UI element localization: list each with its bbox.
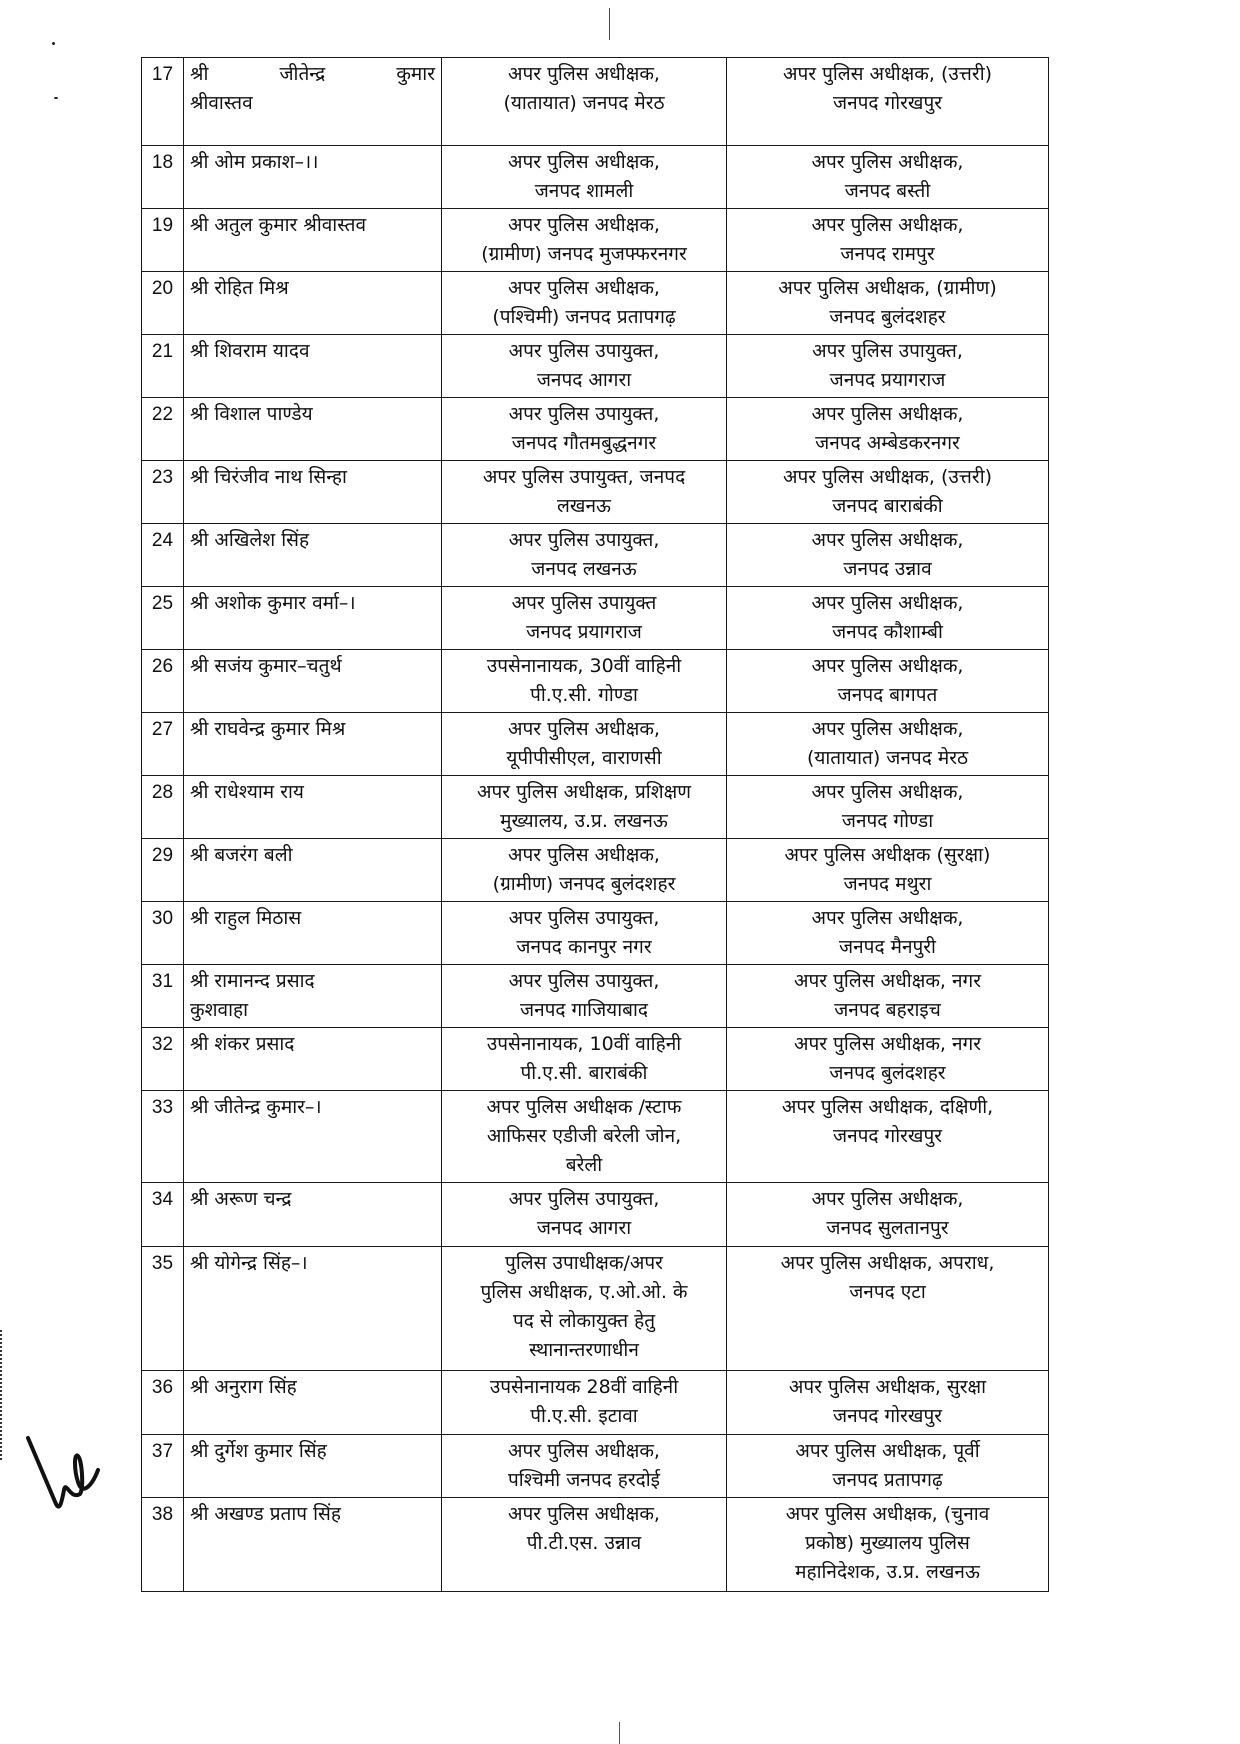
new-posting-cell	[727, 1498, 1049, 1592]
new-posting-line: जनपद बहराइच	[834, 999, 941, 1021]
serial-number-cell	[142, 650, 184, 713]
table-row	[142, 461, 1049, 524]
new-posting-line: अपर पुलिस अधीक्षक,	[811, 592, 964, 614]
current-posting-line: अपर पुलिस उपायुक्त,	[508, 907, 660, 929]
current-posting-line: (पश्चिमी) जनपद प्रतापगढ़	[492, 306, 676, 328]
serial-number: 20	[151, 278, 174, 299]
officer-name-line: श्री अरूण चन्द्र	[190, 1188, 292, 1210]
new-posting-cell	[727, 650, 1049, 713]
new-posting-cell	[727, 776, 1049, 839]
current-posting-line: स्थानान्तरणाधीन	[529, 1339, 639, 1361]
new-posting-line: जनपद बुलंदशहर	[829, 1062, 946, 1084]
officer-name-cell	[184, 1091, 442, 1183]
new-posting-line: अपर पुलिस अधीक्षक, (चुनाव	[785, 1503, 990, 1525]
new-posting-line: अपर पुलिस अधीक्षक (सुरक्षा)	[784, 844, 991, 866]
table-row	[142, 1498, 1049, 1592]
new-posting-line: अपर पुलिस अधीक्षक, (उत्तरी)	[782, 63, 993, 85]
scan-speck	[54, 97, 58, 99]
new-posting-line: जनपद बस्ती	[844, 180, 931, 202]
serial-number-cell	[142, 713, 184, 776]
officer-name-line: श्री ओम प्रकाश–।।	[190, 151, 319, 173]
officer-name-cell	[184, 335, 442, 398]
serial-number-cell	[142, 1028, 184, 1091]
serial-number: 18	[151, 152, 174, 173]
table-row	[142, 902, 1049, 965]
serial-number: 23	[151, 467, 174, 488]
serial-number: 21	[151, 341, 174, 362]
officer-name-cell	[184, 146, 442, 209]
new-posting-line: जनपद गोण्डा	[841, 810, 934, 832]
new-posting-line: (यातायात) जनपद मेरठ	[806, 747, 969, 769]
new-posting-line: अपर पुलिस अधीक्षक,	[811, 907, 964, 929]
new-posting-line: अपर पुलिस अधीक्षक, दक्षिणी,	[781, 1096, 994, 1118]
transfer-table-body	[142, 58, 1049, 1592]
new-posting-line: जनपद प्रतापगढ़	[832, 1469, 943, 1491]
current-posting-cell	[442, 839, 727, 902]
officer-name-line: कुशवाहा	[190, 999, 249, 1021]
table-row	[142, 1183, 1049, 1247]
current-posting-line: पी.ए.सी. गोण्डा	[530, 684, 638, 706]
new-posting-line: अपर पुलिस अधीक्षक,	[811, 781, 964, 803]
officer-name-line: श्री योगेन्द्र सिंह–।	[190, 1252, 308, 1274]
current-posting-line: अपर पुलिस उपायुक्त,	[508, 529, 660, 551]
table-row	[142, 335, 1049, 398]
officer-name-line: श्री अशोक कुमार वर्मा–।	[190, 592, 356, 614]
current-posting-cell	[442, 713, 727, 776]
officer-name-cell	[184, 839, 442, 902]
serial-number-cell	[142, 524, 184, 587]
current-posting-line: अपर पुलिस अधीक्षक /स्टाफ	[486, 1096, 682, 1118]
serial-number: 36	[151, 1377, 174, 1398]
new-posting-line: जनपद एटा	[849, 1281, 926, 1303]
table-row	[142, 272, 1049, 335]
new-posting-cell	[727, 335, 1049, 398]
new-posting-line: अपर पुलिस अधीक्षक,	[811, 151, 964, 173]
new-posting-line: जनपद मथुरा	[843, 873, 932, 895]
serial-number: 19	[151, 215, 174, 236]
new-posting-line: जनपद बुलंदशहर	[829, 306, 946, 328]
table-row	[142, 650, 1049, 713]
officer-name-cell	[184, 965, 442, 1028]
current-posting-line: पी.ए.सी. इटावा	[530, 1405, 638, 1427]
current-posting-line: अपर पुलिस उपायुक्त	[511, 592, 657, 614]
serial-number-cell	[142, 58, 184, 146]
new-posting-cell	[727, 1091, 1049, 1183]
officer-name-cell	[184, 398, 442, 461]
new-posting-line: जनपद गोरखपुर	[832, 92, 943, 114]
new-posting-line: अपर पुलिस अधीक्षक,	[811, 214, 964, 236]
current-posting-cell	[442, 650, 727, 713]
serial-number-cell	[142, 1435, 184, 1498]
current-posting-line: जनपद लखनऊ	[531, 558, 637, 580]
officer-name-cell	[184, 902, 442, 965]
current-posting-cell	[442, 965, 727, 1028]
fold-mark-bottom	[619, 1722, 620, 1744]
serial-number-cell	[142, 461, 184, 524]
current-posting-cell	[442, 335, 727, 398]
current-posting-cell	[442, 1371, 727, 1435]
officer-name-line: श्री जीतेन्द्र कुमार	[190, 63, 435, 85]
current-posting-cell	[442, 1028, 727, 1091]
new-posting-line: जनपद उन्नाव	[843, 558, 932, 580]
current-posting-line: उपसेनानायक 28वीं वाहिनी	[489, 1376, 679, 1398]
officer-name-cell	[184, 1498, 442, 1592]
new-posting-line: महानिदेशक, उ.प्र. लखनऊ	[795, 1561, 980, 1583]
serial-number: 27	[151, 719, 174, 740]
serial-number: 34	[151, 1189, 174, 1210]
serial-number: 33	[151, 1097, 174, 1118]
new-posting-line: प्रकोष्ठ) मुख्यालय पुलिस	[805, 1532, 970, 1554]
officer-name-line: श्रीवास्तव	[190, 92, 253, 114]
serial-number: 29	[151, 845, 174, 866]
new-posting-cell	[727, 839, 1049, 902]
serial-number: 22	[151, 404, 174, 425]
serial-number-cell	[142, 776, 184, 839]
current-posting-cell	[442, 1183, 727, 1247]
new-posting-line: अपर पुलिस अधीक्षक, (ग्रामीण)	[778, 277, 997, 299]
current-posting-cell	[442, 1091, 727, 1183]
current-posting-line: अपर पुलिस अधीक्षक,	[508, 1503, 660, 1525]
serial-number-cell	[142, 272, 184, 335]
serial-number: 38	[151, 1504, 174, 1525]
officer-name-line: श्री अखिलेश सिंह	[190, 529, 310, 551]
officer-name-line: श्री रामानन्द प्रसाद	[190, 970, 315, 992]
new-posting-line: अपर पुलिस उपायुक्त,	[812, 340, 963, 362]
officer-name-cell	[184, 1183, 442, 1247]
current-posting-line: अपर पुलिस अधीक्षक,	[508, 151, 660, 173]
serial-number-cell	[142, 1371, 184, 1435]
new-posting-line: जनपद रामपुर	[840, 243, 935, 265]
new-posting-line: अपर पुलिस अधीक्षक,	[811, 1188, 964, 1210]
table-row	[142, 1435, 1049, 1498]
current-posting-line: अपर पुलिस अधीक्षक, प्रशिक्षण	[476, 781, 692, 803]
current-posting-line: अपर पुलिस अधीक्षक,	[508, 63, 660, 85]
officer-name-line: श्री अनुराग सिंह	[190, 1376, 297, 1398]
table-row	[142, 776, 1049, 839]
serial-number: 30	[151, 908, 174, 929]
officer-name-cell	[184, 713, 442, 776]
serial-number-cell	[142, 965, 184, 1028]
serial-number-cell	[142, 398, 184, 461]
new-posting-line: जनपद अम्बेडकरनगर	[815, 432, 960, 454]
current-posting-line: जनपद गाजियाबाद	[519, 999, 648, 1021]
officer-name-cell	[184, 58, 442, 146]
new-posting-line: अपर पुलिस अधीक्षक, पूर्वी	[795, 1440, 980, 1462]
new-posting-cell	[727, 1435, 1049, 1498]
current-posting-cell	[442, 58, 727, 146]
table-row	[142, 524, 1049, 587]
current-posting-line: जनपद गौतमबुद्धनगर	[511, 432, 657, 454]
officer-name-cell	[184, 524, 442, 587]
current-posting-line: (यातायात) जनपद मेरठ	[503, 92, 665, 114]
officer-name-cell	[184, 1247, 442, 1371]
new-posting-cell	[727, 398, 1049, 461]
officer-name-cell	[184, 650, 442, 713]
current-posting-cell	[442, 587, 727, 650]
serial-number: 35	[151, 1253, 174, 1274]
officer-name-cell	[184, 272, 442, 335]
new-posting-cell	[727, 902, 1049, 965]
officer-name-line: श्री बजरंग बली	[190, 844, 293, 866]
serial-number-cell	[142, 587, 184, 650]
new-posting-line: जनपद सुलतानपुर	[826, 1217, 949, 1239]
new-posting-cell	[727, 524, 1049, 587]
new-posting-line: जनपद बाराबंकी	[832, 495, 943, 517]
table-row	[142, 1028, 1049, 1091]
serial-number-cell	[142, 1091, 184, 1183]
serial-number-cell	[142, 902, 184, 965]
current-posting-line: पुलिस अधीक्षक, ए.ओ.ओ. के	[480, 1281, 688, 1303]
current-posting-line: यूपीपीसीएल, वाराणसी	[506, 747, 662, 769]
new-posting-line: अपर पुलिस अधीक्षक, अपराध,	[780, 1252, 995, 1274]
current-posting-line: जनपद प्रयागराज	[526, 621, 642, 643]
officer-name-cell	[184, 776, 442, 839]
officer-name-line: श्री राघवेन्द्र कुमार मिश्र	[190, 718, 346, 740]
serial-number-cell	[142, 1498, 184, 1592]
current-posting-cell	[442, 902, 727, 965]
officer-name-line: श्री शंकर प्रसाद	[190, 1033, 295, 1055]
current-posting-line: जनपद आगरा	[536, 1217, 632, 1239]
current-posting-line: अपर पुलिस अधीक्षक,	[508, 844, 660, 866]
table-row	[142, 146, 1049, 209]
new-posting-cell	[727, 58, 1049, 146]
current-posting-cell	[442, 524, 727, 587]
current-posting-line: पुलिस उपाधीक्षक/अपर	[505, 1252, 663, 1274]
current-posting-line: उपसेनानायक, 30वीं वाहिनी	[486, 655, 682, 677]
current-posting-cell	[442, 209, 727, 272]
current-posting-line: लखनऊ	[557, 495, 611, 517]
serial-number-cell	[142, 839, 184, 902]
new-posting-cell	[727, 1247, 1049, 1371]
current-posting-line: बरेली	[565, 1154, 603, 1176]
current-posting-line: अपर पुलिस उपायुक्त,	[508, 970, 660, 992]
current-posting-line: जनपद कानपुर नगर	[516, 936, 652, 958]
new-posting-line: अपर पुलिस अधीक्षक,	[811, 403, 964, 425]
current-posting-line: जनपद शामली	[534, 180, 634, 202]
officer-name-line: श्री रोहित मिश्र	[190, 277, 289, 299]
table-row	[142, 1371, 1049, 1435]
serial-number-cell	[142, 335, 184, 398]
serial-number: 32	[151, 1034, 174, 1055]
new-posting-line: जनपद प्रयागराज	[829, 369, 946, 391]
table-row	[142, 839, 1049, 902]
current-posting-line: अपर पुलिस उपायुक्त,	[508, 340, 660, 362]
new-posting-line: अपर पुलिस अधीक्षक, (उत्तरी)	[782, 466, 993, 488]
new-posting-cell	[727, 965, 1049, 1028]
current-posting-cell	[442, 272, 727, 335]
new-posting-line: जनपद गोरखपुर	[832, 1125, 943, 1147]
current-posting-line: जनपद आगरा	[536, 369, 632, 391]
scan-edge-artifact	[0, 1330, 4, 1460]
new-posting-cell	[727, 1183, 1049, 1247]
serial-number: 24	[151, 530, 174, 551]
table-row	[142, 1247, 1049, 1371]
current-posting-line: उपसेनानायक, 10वीं वाहिनी	[486, 1033, 682, 1055]
new-posting-cell	[727, 1371, 1049, 1435]
new-posting-line: अपर पुलिस अधीक्षक, सुरक्षा	[788, 1376, 987, 1398]
current-posting-cell	[442, 1498, 727, 1592]
current-posting-line: अपर पुलिस अधीक्षक,	[508, 718, 660, 740]
new-posting-line: जनपद मैनपुरी	[839, 936, 936, 958]
serial-number-cell	[142, 1183, 184, 1247]
table-row	[142, 209, 1049, 272]
officer-name-line: श्री अखण्ड प्रताप सिंह	[190, 1503, 341, 1525]
current-posting-line: अपर पुलिस उपायुक्त,	[508, 403, 660, 425]
new-posting-line: जनपद कौशाम्बी	[832, 621, 943, 643]
officer-name-cell	[184, 587, 442, 650]
new-posting-line: अपर पुलिस अधीक्षक, नगर	[793, 970, 982, 992]
officer-name-line: श्री दुर्गेश कुमार सिंह	[190, 1440, 327, 1462]
table-row	[142, 713, 1049, 776]
new-posting-cell	[727, 209, 1049, 272]
serial-number: 37	[151, 1441, 174, 1462]
table-row	[142, 587, 1049, 650]
current-posting-cell	[442, 776, 727, 839]
new-posting-cell	[727, 272, 1049, 335]
current-posting-line: अपर पुलिस अधीक्षक,	[508, 1440, 660, 1462]
signature-icon	[22, 1430, 102, 1520]
new-posting-line: अपर पुलिस अधीक्षक,	[811, 718, 964, 740]
current-posting-line: मुख्यालय, उ.प्र. लखनऊ	[500, 810, 668, 832]
officer-name-cell	[184, 209, 442, 272]
officer-name-line: श्री अतुल कुमार श्रीवास्तव	[190, 214, 367, 236]
current-posting-line: पश्चिमी जनपद हरदोई	[508, 1469, 660, 1491]
current-posting-cell	[442, 1247, 727, 1371]
fold-mark-top	[609, 8, 610, 40]
serial-number: 17	[151, 64, 174, 85]
current-posting-line: पी.ए.सी. बाराबंकी	[520, 1062, 648, 1084]
serial-number: 28	[151, 782, 174, 803]
current-posting-cell	[442, 398, 727, 461]
new-posting-cell	[727, 587, 1049, 650]
officer-name-cell	[184, 1371, 442, 1435]
serial-number-cell	[142, 209, 184, 272]
new-posting-line: अपर पुलिस अधीक्षक,	[811, 529, 964, 551]
new-posting-line: अपर पुलिस अधीक्षक, नगर	[793, 1033, 982, 1055]
current-posting-line: अपर पुलिस अधीक्षक,	[508, 214, 660, 236]
current-posting-line: अपर पुलिस उपायुक्त,	[508, 1188, 660, 1210]
officer-name-line: श्री सजंय कुमार–चतुर्थ	[190, 655, 342, 677]
current-posting-line: अपर पुलिस उपायुक्त, जनपद	[482, 466, 686, 488]
officer-name-cell	[184, 1435, 442, 1498]
current-posting-cell	[442, 1435, 727, 1498]
new-posting-cell	[727, 713, 1049, 776]
current-posting-line: आफिसर एडीजी बरेली जोन,	[486, 1125, 682, 1147]
current-posting-cell	[442, 461, 727, 524]
new-posting-cell	[727, 461, 1049, 524]
new-posting-cell	[727, 146, 1049, 209]
new-posting-cell	[727, 1028, 1049, 1091]
table-row	[142, 1091, 1049, 1183]
new-posting-line: जनपद गोरखपुर	[832, 1405, 943, 1427]
new-posting-line: अपर पुलिस अधीक्षक,	[811, 655, 964, 677]
current-posting-cell	[442, 146, 727, 209]
current-posting-line: पद से लोकायुक्त हेतु	[512, 1310, 656, 1332]
current-posting-line: अपर पुलिस अधीक्षक,	[508, 277, 660, 299]
officer-name-cell	[184, 461, 442, 524]
officer-name-cell	[184, 1028, 442, 1091]
officer-name-line: श्री शिवराम यादव	[190, 340, 310, 362]
current-posting-line: (ग्रामीण) जनपद बुलंदशहर	[492, 873, 676, 895]
serial-number-cell	[142, 146, 184, 209]
serial-number: 25	[151, 593, 174, 614]
serial-number: 31	[151, 971, 174, 992]
transfer-table	[141, 57, 1049, 1592]
table-row	[142, 965, 1049, 1028]
serial-number-cell	[142, 1247, 184, 1371]
new-posting-line: जनपद बागपत	[837, 684, 938, 706]
officer-name-line: श्री जीतेन्द्र कुमार–।	[190, 1096, 322, 1118]
officer-name-line: श्री राधेश्याम राय	[190, 781, 304, 803]
table-row	[142, 398, 1049, 461]
current-posting-line: पी.टी.एस. उन्नाव	[526, 1532, 642, 1554]
officer-name-line: श्री चिरंजीव नाथ सिन्हा	[190, 466, 347, 488]
scan-speck	[52, 42, 55, 45]
officer-name-line: श्री विशाल पाण्डेय	[190, 403, 313, 425]
table-row	[142, 58, 1049, 146]
serial-number: 26	[151, 656, 174, 677]
current-posting-line: (ग्रामीण) जनपद मुजफ्फरनगर	[481, 243, 687, 265]
officer-name-line: श्री राहुल मिठास	[190, 907, 302, 929]
